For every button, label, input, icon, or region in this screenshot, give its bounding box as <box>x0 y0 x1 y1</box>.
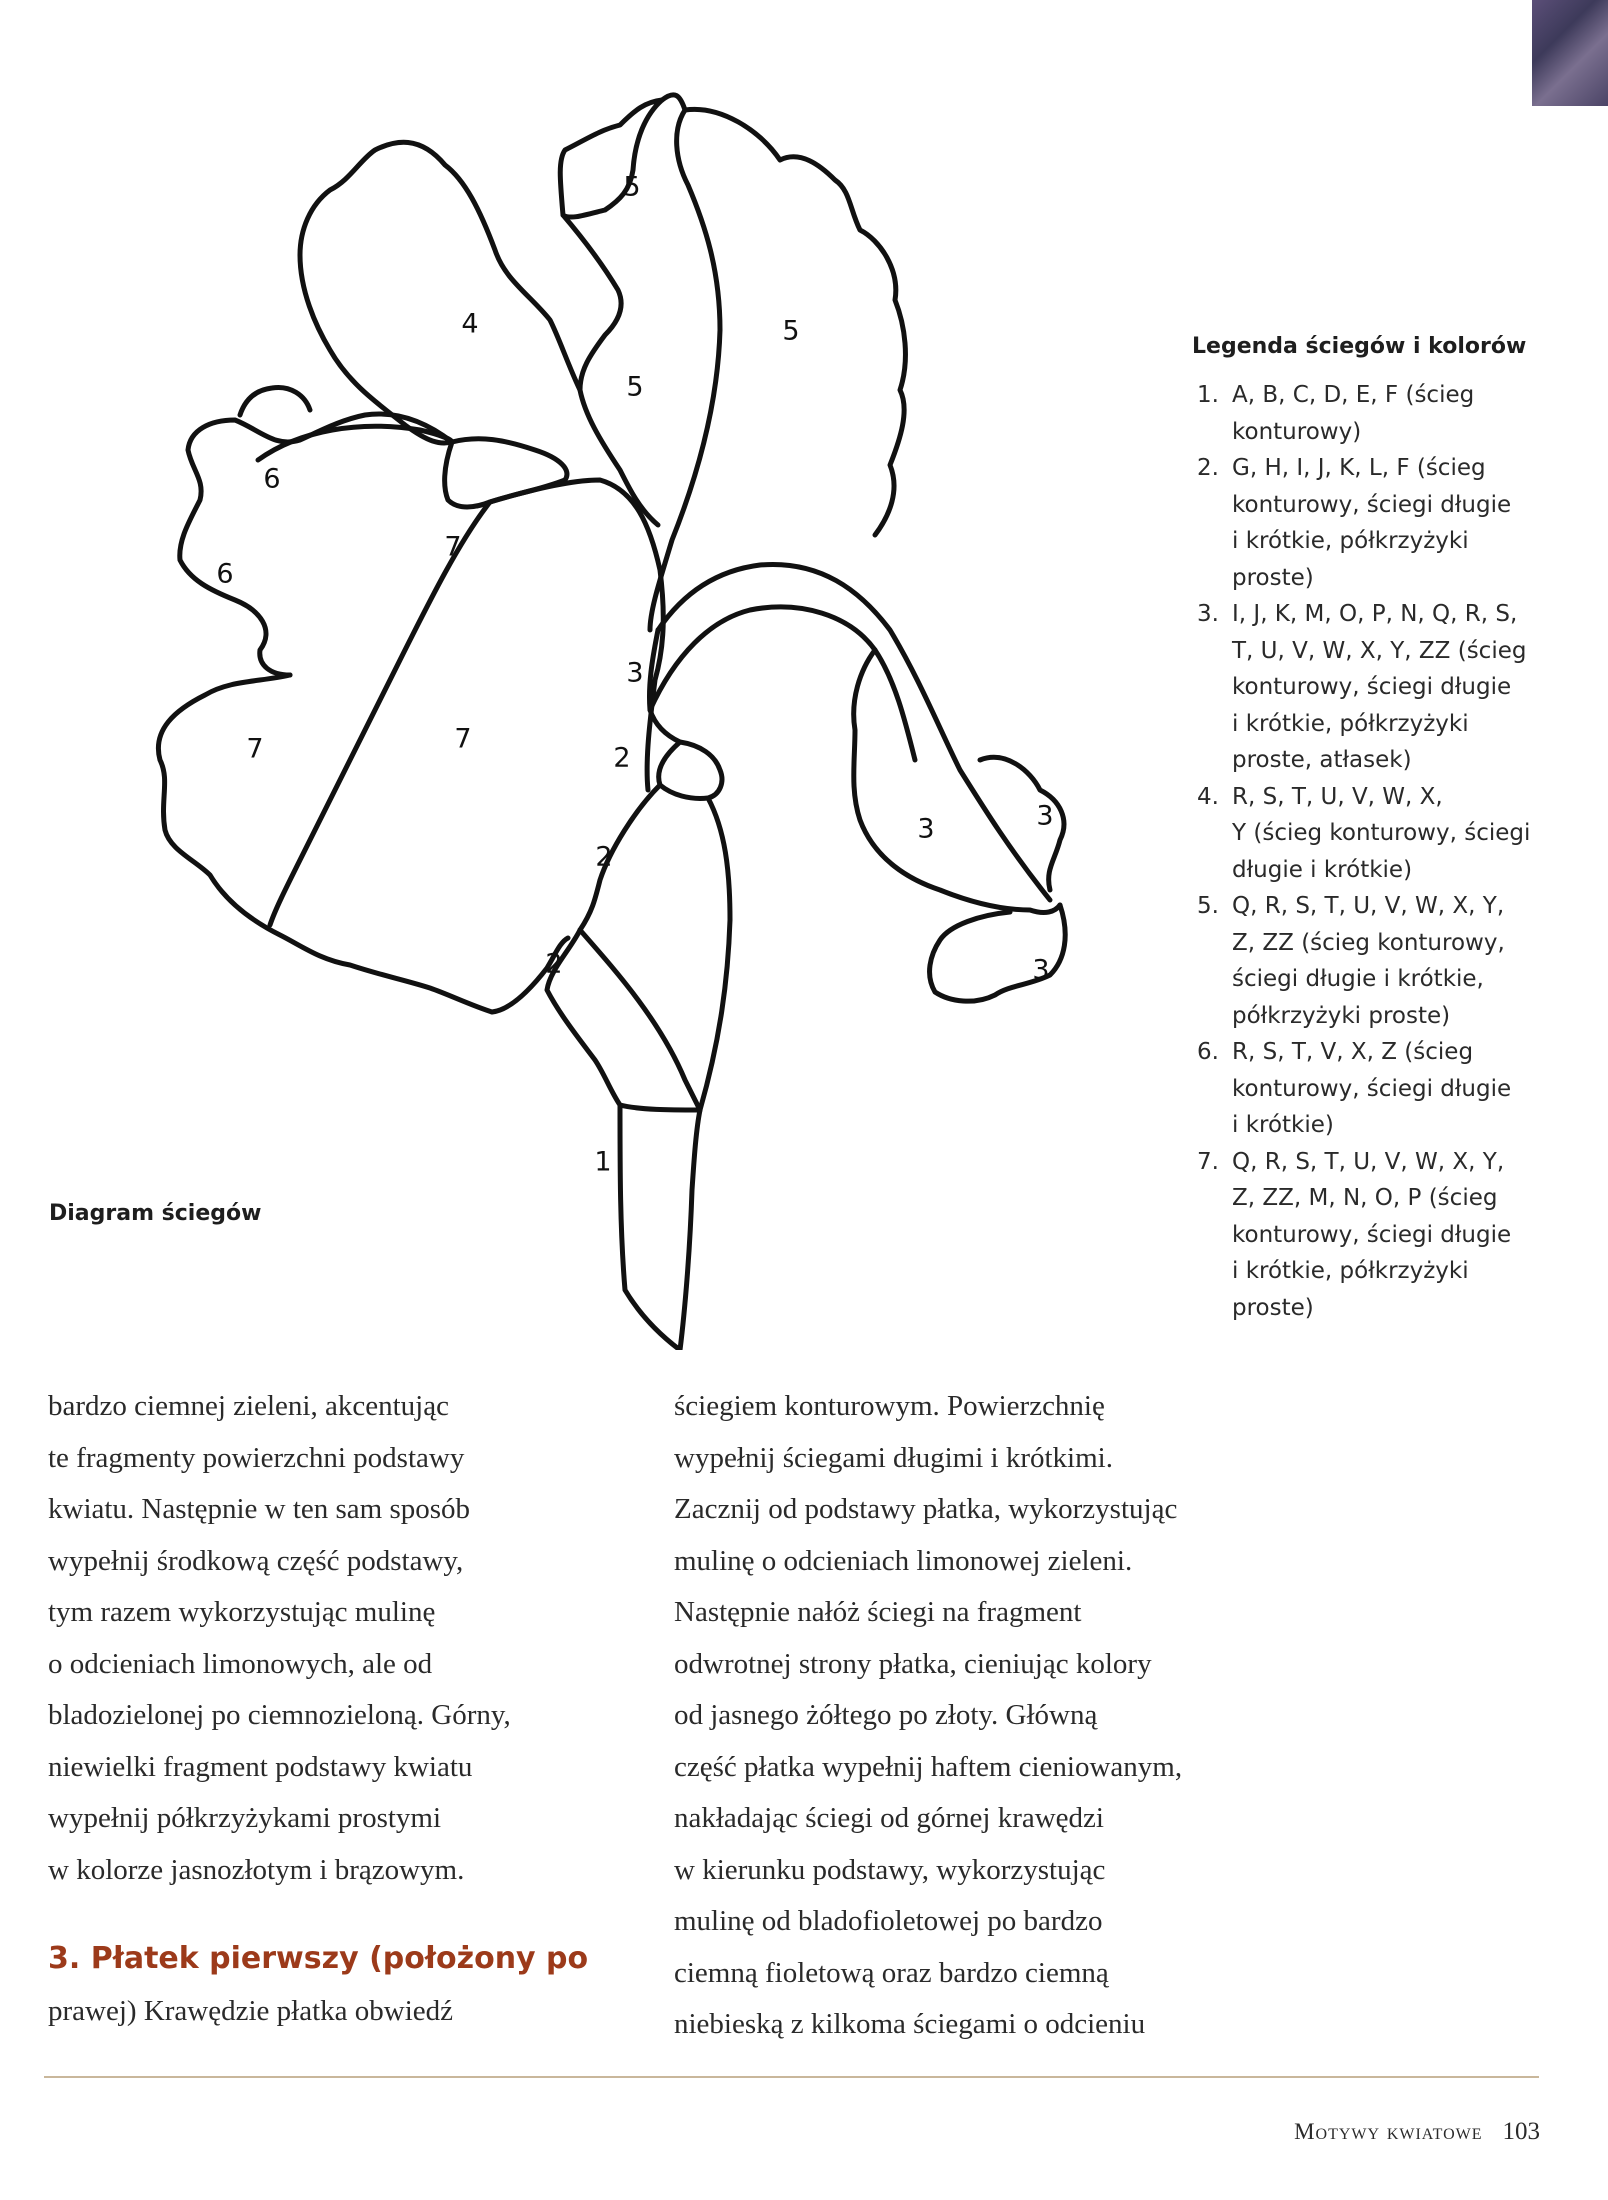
diagram-caption: Diagram ściegów <box>49 1201 262 1226</box>
legend-item-line: R, S, T, V, X, Z (ścieg <box>1232 1039 1474 1065</box>
body-text-line: nakładając ściegi od górnej krawędzi <box>674 1802 1104 1834</box>
body-text-line: bardzo ciemnej zieleni, akcentując <box>48 1390 449 1422</box>
body-text-line: Zacznij od podstawy płatka, wykorzystując <box>674 1493 1178 1525</box>
diagram-label: 2 <box>595 841 613 873</box>
legend-item-line: Z, ZZ (ścieg konturowy, <box>1232 929 1505 956</box>
diagram-label: 3 <box>1036 800 1054 832</box>
legend-item-line: Q, R, S, T, U, V, W, X, Y, <box>1232 893 1505 919</box>
diagram-label: 7 <box>246 733 264 765</box>
diagram-label: 3 <box>626 657 644 689</box>
petal-outline-3-inner <box>650 607 915 760</box>
iris-stitch-diagram <box>60 70 1140 1350</box>
body-text-line: odwrotnej strony płatka, cieniując kolory <box>674 1647 1152 1680</box>
page-number: 103 <box>1502 2118 1540 2145</box>
petal-outline-5-left <box>563 215 658 525</box>
legend-item-line: T, U, V, W, X, Y, ZZ (ścieg <box>1232 637 1527 664</box>
body-text-line: kwiatu. Następnie w ten sam sposób <box>48 1493 471 1525</box>
legend-item <box>1192 1144 1572 1327</box>
body-text-line: mulinę od bladofioletowej po bardzo <box>674 1905 1103 1937</box>
footer-divider <box>44 2076 1539 2078</box>
diagram-label: 7 <box>454 723 472 755</box>
body-text-line: ciemną fioletową oraz bardzo ciemną <box>674 1956 1109 1989</box>
legend-item-line: konturowy, ściegi długie <box>1232 1221 1512 1248</box>
legend-item-line: proste) <box>1232 564 1314 591</box>
petal-outline-4 <box>300 142 580 443</box>
iris-outline-drawing <box>60 70 1140 1350</box>
legend-item-number: 1. <box>1197 382 1219 408</box>
petal-outline-7-divider <box>270 502 490 925</box>
legend-item-line: konturowy, ściegi długie <box>1232 491 1512 518</box>
section-heading-end: prawej) <box>48 1994 137 2027</box>
body-text-line: od jasnego żółtego po złoty. Główną <box>674 1699 1098 1731</box>
body-text-line: Następnie nałóż ściegi na fragment <box>674 1596 1082 1628</box>
diagram-label: 7 <box>444 531 462 563</box>
running-title: Motywy kwiatowe <box>1294 2119 1483 2144</box>
legend-item <box>1192 377 1572 450</box>
legend-item-line: długie i krótkie) <box>1232 856 1413 883</box>
legend-item-number: 3. <box>1197 601 1219 627</box>
stem-outline-1 <box>620 1105 700 1350</box>
body-text-line: niewielki fragment podstawy kwiatu <box>48 1750 473 1783</box>
legend-item <box>1192 888 1572 1034</box>
body-text-line: mulinę o odcieniach limonowej zieleni. <box>674 1544 1133 1577</box>
legend-item-line: i krótkie, półkrzyżyki <box>1232 710 1469 737</box>
section-heading: 3. Płatek pierwszy (położony po <box>48 1941 589 1976</box>
body-text-run: Krawędzie płatka obwiedź <box>136 1994 453 2027</box>
body-text-line: część płatka wypełnij haftem cieniowanym, <box>674 1750 1183 1783</box>
body-text-line: wypełnij środkową część podstawy, <box>48 1544 464 1577</box>
petal-outline-6-top <box>240 387 310 415</box>
legend-item <box>1192 1034 1572 1144</box>
legend-item-line: Z, ZZ, M, N, O, P (ścieg <box>1232 1185 1498 1211</box>
body-text-line: wypełnij ściegami długimi i krótkimi. <box>674 1441 1113 1474</box>
stem-outline-2-divider <box>580 930 700 1110</box>
legend-item-line: konturowy) <box>1232 418 1362 445</box>
stem-outline-2-lower <box>547 930 700 1110</box>
petal-outline-7-main <box>490 480 663 790</box>
diagram-label: 3 <box>917 813 935 845</box>
body-text-line: ściegiem konturowym. Powierzchnię <box>674 1390 1105 1422</box>
diagram-label: 4 <box>461 308 479 340</box>
section-heading-continuation <box>48 1986 608 2038</box>
legend-list <box>1192 377 1572 1326</box>
legend-item-line: konturowy, ściegi długie <box>1232 1075 1512 1102</box>
legend-item-number: 2. <box>1197 455 1219 481</box>
legend-item-line: ściegi długie i krótkie, <box>1232 966 1484 992</box>
legend-item-line: R, S, T, U, V, W, X, <box>1232 783 1443 810</box>
body-text-line: bladozielonej po ciemnozieloną. Górny, <box>48 1699 511 1731</box>
diagram-label: 6 <box>263 463 281 495</box>
body-text-line: wypełnij półkrzyżykami prostymi <box>48 1802 442 1834</box>
body-text-line: te fragmenty powierzchni podstawy <box>48 1441 465 1474</box>
legend-item-line: konturowy, ściegi długie <box>1232 674 1512 700</box>
legend-item <box>1192 596 1572 779</box>
body-text-line: o odcieniach limonowych, ale od <box>48 1647 433 1680</box>
legend-item-number: 7. <box>1197 1148 1219 1175</box>
legend-item-number: 5. <box>1197 893 1219 919</box>
petal-outline-6-inner <box>258 426 452 460</box>
stitch-color-legend <box>1192 334 1572 1326</box>
body-text-line: tym razem wykorzystując mulinę <box>48 1596 436 1628</box>
body-text-line: niebieską z kilkoma ściegami o odcieniu <box>674 2008 1146 2040</box>
section-heading-line <box>48 1933 608 1986</box>
diagram-label: 5 <box>626 371 644 403</box>
body-text-left-column <box>48 1381 608 2037</box>
petal-outline-3-bottom-small <box>930 905 1066 1001</box>
diagram-label: 2 <box>613 742 631 774</box>
legend-item <box>1192 450 1572 596</box>
legend-title: Legenda ściegów i kolorów <box>1192 334 1527 359</box>
page-footer <box>1294 2118 1540 2146</box>
legend-item-line: i krótkie, półkrzyżyki <box>1232 1258 1469 1284</box>
body-text-right-column <box>674 1381 1264 2051</box>
diagram-label: 3 <box>1032 954 1050 986</box>
legend-item <box>1192 779 1572 889</box>
legend-item-line: proste, atłasek) <box>1232 747 1412 773</box>
body-text-line: w kierunku podstawy, wykorzystując <box>674 1853 1106 1886</box>
legend-item-line: Y (ścieg konturowy, ściegi <box>1232 820 1531 846</box>
petal-outline-7-left <box>158 675 492 1012</box>
diagram-label: 6 <box>216 558 234 590</box>
legend-item-number: 4. <box>1197 783 1219 810</box>
diagram-label: 1 <box>594 1146 612 1178</box>
legend-item-line: i krótkie, półkrzyżyki <box>1232 528 1469 554</box>
legend-item-line: proste) <box>1232 1294 1314 1321</box>
legend-item-line: G, H, I, J, K, L, F (ścieg <box>1232 455 1486 481</box>
corner-photo-thumbnail <box>1532 0 1608 106</box>
legend-item-line: I, J, K, M, O, P, N, Q, R, S, <box>1232 601 1518 627</box>
legend-item-line: półkrzyżyki proste) <box>1232 1002 1451 1029</box>
legend-item-number: 6. <box>1197 1039 1219 1065</box>
petal-outline-upper-middle <box>650 110 720 630</box>
body-text-line: w kolorze jasnozłotym i brązowym. <box>48 1853 465 1886</box>
stem-outline-2-top <box>659 742 722 798</box>
stem-outline-2-right <box>700 798 730 1110</box>
legend-item-line: A, B, C, D, E, F (ścieg <box>1232 382 1475 408</box>
stem-outline-2-middle <box>580 785 660 930</box>
diagram-label: 2 <box>545 948 563 980</box>
diagram-label: 5 <box>623 171 641 203</box>
petal-outline-upper-middle-left <box>560 100 662 217</box>
legend-item-line: i krótkie) <box>1232 1112 1334 1138</box>
legend-item-line: Q, R, S, T, U, V, W, X, Y, <box>1232 1148 1505 1175</box>
diagram-label: 5 <box>782 315 800 347</box>
